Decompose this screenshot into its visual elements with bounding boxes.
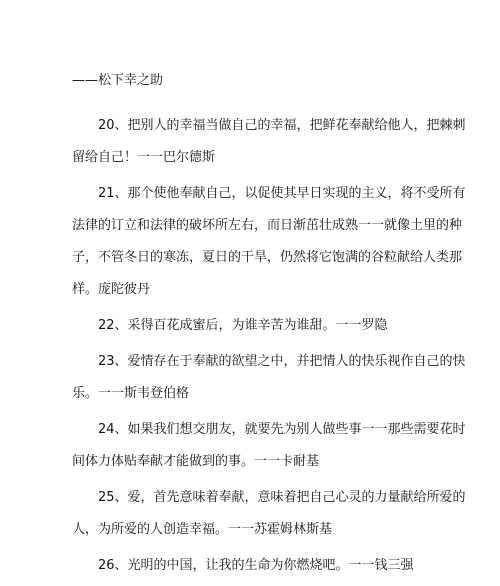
- quote-line: 乐。一一斯韦登伯格: [72, 386, 190, 401]
- quote-paragraph-21: [72, 178, 466, 306]
- quote-line: 子，不管冬日的寒冻，夏日的干旱，仍然将它饱满的谷粒献给人类那: [72, 250, 463, 265]
- quote-line: 20、把别人的幸福当做自己的幸福，把鲜花奉献给他人，把棘刺: [98, 118, 466, 133]
- quote-line: 23、爱情存在于奉献的欲望之中，并把情人的快乐视作自己的快: [98, 354, 466, 369]
- quote-line: 间体力体贴奉献才能做到的事。一一卡耐基: [72, 454, 320, 469]
- quote-paragraph-22: [72, 310, 428, 342]
- quote-line: 21、那个使他奉献自己，以促使其早日实现的主义，将不受所有: [98, 186, 466, 201]
- quote-paragraph-26: [72, 550, 428, 582]
- quote-line: 22、采得百花成蜜后，为谁辛苦为谁甜。一一罗隐: [98, 318, 388, 333]
- attribution-line: ——松下幸之助: [72, 73, 164, 88]
- quote-line: 人，为所爱的人创造幸福。一一苏霍姆林斯基: [72, 522, 333, 537]
- quote-paragraph-24: [72, 414, 466, 478]
- quote-line: 24、如果我们想交朋友，就要先为别人做些事一一那些需要花时: [98, 422, 466, 437]
- quote-line: 法律的订立和法律的破坏所左右，而日渐茁壮成熟一一就像土里的种: [72, 218, 463, 233]
- quote-line: 25、爱，首先意味着奉献，意味着把自己心灵的力量献给所爱的: [98, 490, 466, 505]
- quote-paragraph-25: [72, 482, 466, 546]
- quote-paragraph-20: [72, 110, 466, 174]
- quote-line: 样。庞陀彼丹: [72, 282, 151, 297]
- document-body: [72, 72, 466, 586]
- quote-paragraph-23: [72, 346, 466, 410]
- quote-line: 留给自己！一一巴尔德斯: [72, 150, 216, 165]
- quote-line: 26、光明的中国，让我的生命为你燃烧吧。一一钱三强: [98, 558, 414, 573]
